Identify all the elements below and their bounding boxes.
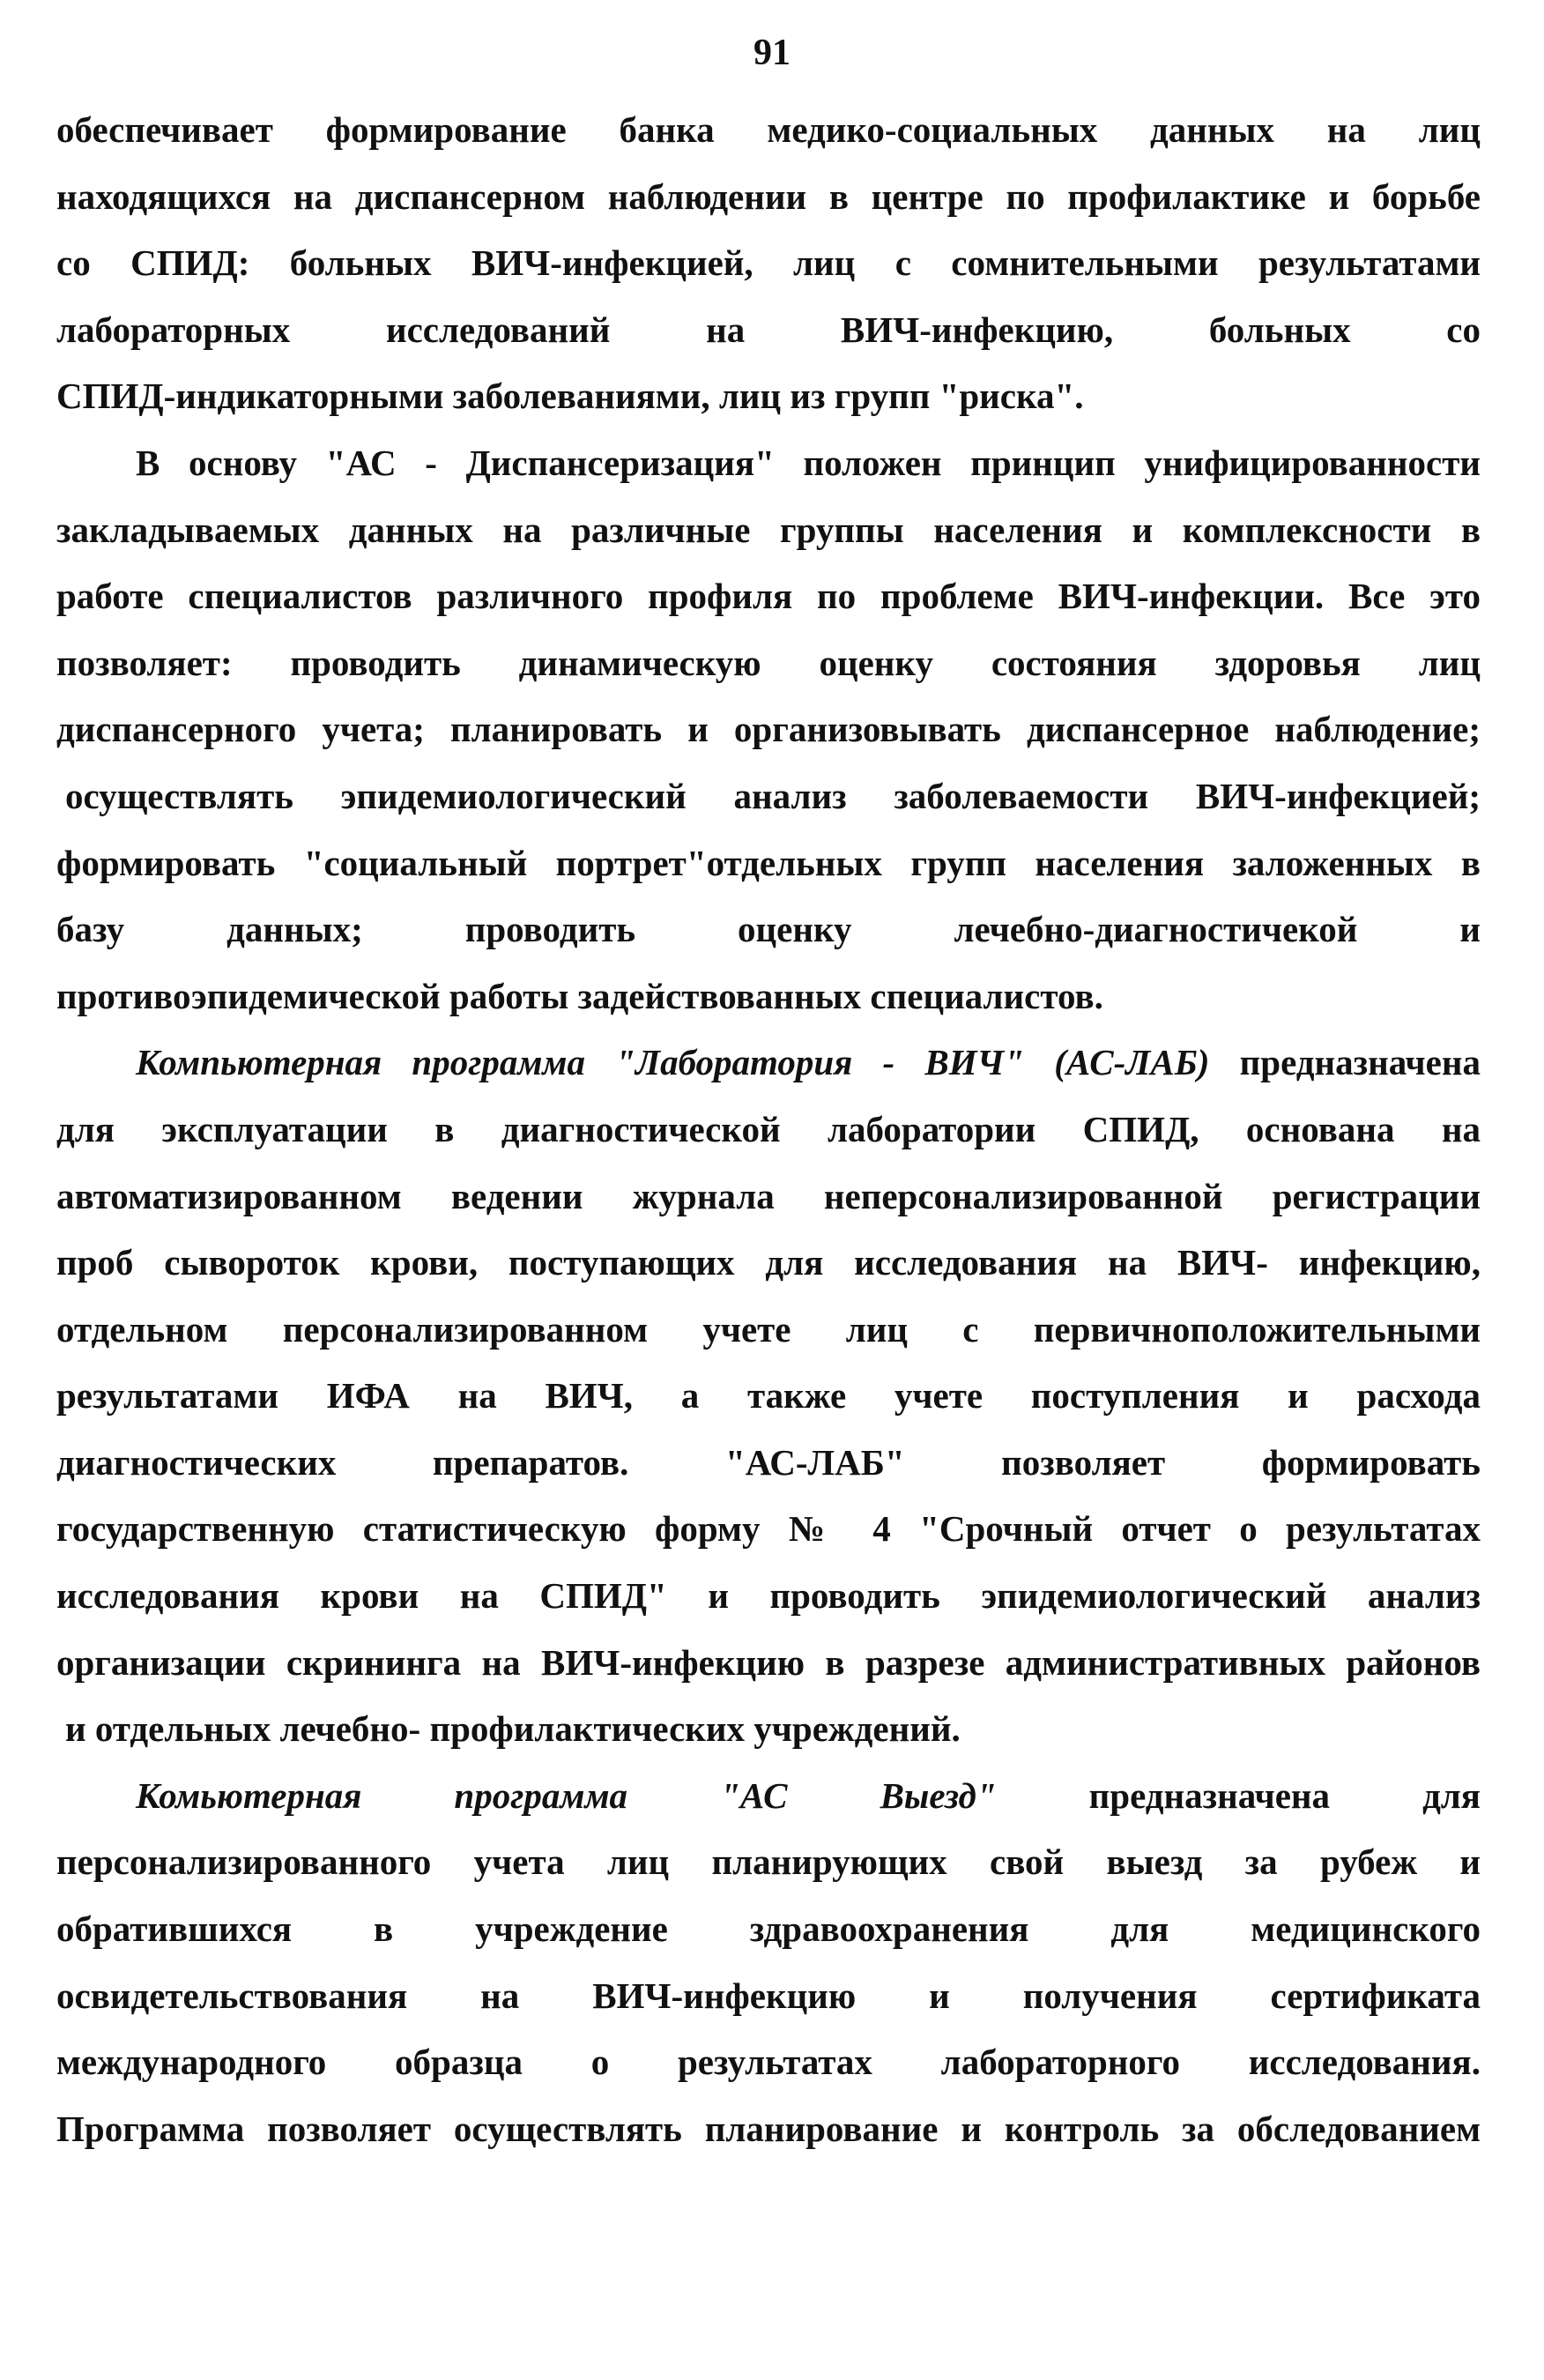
text-line: работе специалистов различного профиля по проблеме ВИЧ-инфекции. Все это (56, 576, 1481, 617)
text-line: обеспечивает формирование банка медико-социальных данных на лиц (56, 109, 1481, 150)
text-line: Программа позволяет осуществлять планирование и контроль за обследованием (56, 2108, 1481, 2149)
body-text (56, 97, 1481, 2162)
text-line: В основу "АС - Диспансеризация" положен принцип унифицированности (136, 442, 1481, 483)
text-line: международного образца о результатах лабораторного исследования. (56, 2042, 1481, 2083)
text-line: позволяет: проводить динамическую оценку состояния здоровья лиц (56, 642, 1481, 683)
text-line: отдельном персонализированном учете лиц с первичноположительными (56, 1308, 1481, 1350)
text-line (56, 1030, 1481, 1097)
text-line: организации скрининга на ВИЧ-инфекцию в разрезе административных районов (56, 1641, 1481, 1683)
text-line: противоэпидемической работы задействованных специалистов. (56, 975, 1103, 1016)
text-line: исследования крови на СПИД" и проводить эпидемиологический анализ (56, 1575, 1481, 1617)
text-line: формировать "социальный портрет"отдельных групп населения заложенных в (56, 842, 1481, 883)
text-line: проб сывороток крови, поступающих для исследования на ВИЧ- инфекцию, (56, 1242, 1481, 1283)
text-line: со СПИД: больных ВИЧ-инфекцией, лиц с сомнительными результатами (56, 242, 1481, 284)
text-line: освидетельствования на ВИЧ-инфекцию и получения сертификата (56, 1975, 1481, 2016)
text-line: диагностических препаратов. "АС-ЛАБ" позволяет формировать (56, 1441, 1481, 1483)
program-title-lab: Компьютерная программа "Лаборатория - ВИЧ" (АС-ЛАБ) (136, 1042, 1210, 1083)
text-line: диспансерного учета; планировать и организовывать диспансерное наблюдение; (56, 709, 1481, 750)
text-line: лабораторных исследований на ВИЧ-инфекцию, больных со (56, 309, 1481, 350)
text-line: и отдельных лечебно- профилактических учреждений. (65, 1708, 961, 1750)
text-fragment: предназначена (1209, 1042, 1481, 1083)
text-line: базу данных; проводить оценку лечебно-диагностичекой и (56, 909, 1481, 950)
text-line (56, 1763, 1481, 1830)
text-line: СПИД-индикаторными заболеваниями, лиц из групп "риска". (56, 376, 1084, 417)
text-line: автоматизированном ведении журнала неперсонализированной регистрации (56, 1175, 1481, 1216)
program-title-exit: Комьютерная программа "АС Выезд" (136, 1774, 997, 1816)
text-line: результатами ИФА на ВИЧ, а также учете поступления и расхода (56, 1375, 1481, 1417)
text-line: осуществлять эпидемиологический анализ заболеваемости ВИЧ-инфекцией; (65, 775, 1481, 816)
text-fragment: предназначена для (996, 1774, 1481, 1816)
text-line: для эксплуатации в диагностической лаборатории СПИД, основана на (56, 1108, 1481, 1149)
text-line: обратившихся в учреждение здравоохранения для медицинского (56, 1908, 1481, 1950)
text-line: государственную статистическую форму № 4 "Срочный отчет о результатах (56, 1508, 1481, 1550)
text-line: закладываемых данных на различные группы населения и комплексности в (56, 509, 1481, 550)
text-line: находящихся на диспансерном наблюдении в центре по профилактике и борьбе (56, 175, 1481, 217)
page-number: 91 (753, 33, 791, 73)
text-line: персонализированного учета лиц планирующих свой выезд за рубеж и (56, 1841, 1481, 1883)
